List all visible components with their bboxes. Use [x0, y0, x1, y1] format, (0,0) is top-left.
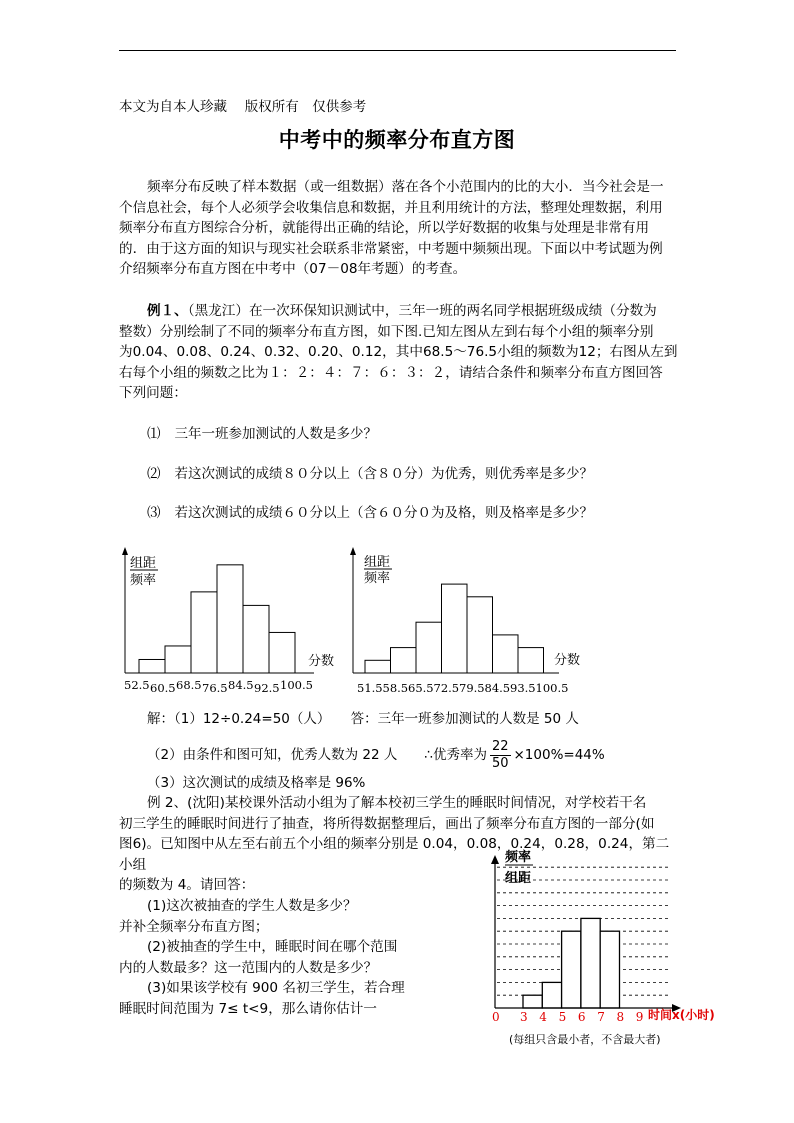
x-tick-label: 4 — [539, 1010, 547, 1024]
example1-paragraph — [119, 301, 679, 404]
x-tick-label: 79.5 — [459, 681, 485, 695]
intro-line: 个信息社会，每个人必须学会收集信息和数据，并且利用统计的方法，整理处理数据，利用 — [119, 199, 663, 216]
x-tick-label: 5 — [558, 1010, 567, 1024]
example2-line: 图6)。已知图中从左至右前五个小组的频率分别是 0.04，0.08，0.24，0.28，0.24，第二 — [119, 836, 670, 853]
x-tick-label: 65.5 — [408, 681, 434, 695]
example1-line: 为0.04、0.08、0.24、0.32、0.20、0.12，其中68.5～76.5小组的频数为12；右图从左到 — [119, 344, 678, 361]
histogram-bar — [581, 918, 600, 1008]
fraction-denominator: 50 — [491, 755, 509, 771]
y-axis-arrow — [350, 547, 356, 555]
example2-line: 的频数为 4。请回答： — [119, 877, 255, 894]
y-axis-label-top: 组距 — [130, 556, 157, 571]
example2-line: 并补全频率分布直方图； — [119, 918, 269, 935]
question-text: 若这次测试的成绩８０分以上（含８０分）为优秀，则优秀率是多少？ — [174, 466, 593, 482]
x-tick-label: 60.5 — [150, 681, 176, 695]
solution-2 — [147, 737, 605, 773]
example2-line: (2)被抽查的学生中，睡眠时间在哪个范围 — [147, 939, 398, 956]
example1-label: 例１、 — [147, 303, 188, 319]
y-axis-arrow — [122, 547, 128, 555]
x-axis-label: 分数 — [554, 653, 581, 668]
histogram-bar — [523, 995, 542, 1008]
x-tick-label: 68.5 — [176, 678, 202, 692]
solution-2-result: ×100%=44% — [513, 747, 605, 763]
solution-3: （3）这次测试的成绩及格率是 96% — [147, 775, 366, 791]
question-3 — [147, 503, 593, 523]
histogram-bar — [562, 931, 581, 1008]
x-tick-label: 100.5 — [280, 678, 313, 692]
example1-line: 下列问题： — [119, 385, 187, 402]
histogram-bar — [416, 622, 442, 673]
left-histogram — [110, 545, 335, 695]
intro-line: 频率分布反映了样本数据（或一组数据）落在各个小范围内的比的大小．当今社会是一 — [147, 179, 664, 195]
histogram-bar — [391, 648, 417, 673]
histogram-bar — [493, 635, 519, 673]
fraction-numerator: 22 — [491, 738, 509, 754]
histogram-bar — [191, 592, 217, 673]
histogram-bar — [442, 584, 468, 673]
histogram-bar — [600, 931, 619, 1008]
example1-line: （黑龙江）在一次环保知识测试中，三年一班的两名同学根据班级成绩（分数为 — [187, 303, 657, 319]
question-text: 三年一班参加测试的人数是多少？ — [174, 426, 377, 442]
page-title: 中考中的频率分布直方图 — [278, 128, 516, 152]
example2-line: 初三学生的睡眠时间进行了抽查，将所得数据整理后，画出了频率分布直方图的一部分(如 — [119, 815, 655, 832]
x-axis-label: 时间x(小时) — [648, 1008, 715, 1022]
y-axis-label-top: 组距 — [364, 555, 391, 570]
histogram-bar — [542, 982, 561, 1008]
question-number: ⑵ — [147, 466, 161, 482]
example2-line: 小组 — [119, 856, 147, 873]
x-tick-label: 76.5 — [202, 681, 228, 695]
y-axis-arrow — [491, 855, 499, 864]
solution-2-text: （2）由条件和图可知，优秀人数为 22 人 ∴优秀率为 — [147, 747, 487, 763]
histogram-bar — [243, 605, 269, 673]
example2-line: (3)如果该学校有 900 名初三学生，若合理 — [147, 980, 405, 997]
x-tick-label: 9 — [635, 1010, 644, 1024]
x-tick-label: 8 — [616, 1010, 625, 1024]
intro-line: 频率分布直方图综合分析，就能得出正确的结论，所以学好数据的收集与处理是非常有用 — [119, 220, 650, 237]
example2-line: 例 2、(沈阳)某校课外活动小组为了解本校初三学生的睡眠时间情况，对学校若干名 — [147, 795, 647, 811]
intro-line: 的．由于这方面的知识与现实社会联系非常紧密，中考题中频频出现。下面以中考试题为例 — [119, 240, 663, 257]
question-number: ⑶ — [147, 505, 161, 521]
x-tick-label: 7 — [597, 1010, 605, 1024]
y-axis-label-bottom: 组距 — [505, 871, 532, 886]
y-axis-label-bottom: 频率 — [364, 571, 391, 586]
sleep-histogram — [485, 845, 725, 1050]
y-axis-label-bottom: 频率 — [130, 573, 157, 588]
example2-line: 睡眠时间范围为 7≤ t<9，那么请你估计一 — [119, 1000, 377, 1017]
x-tick-label: 84.5 — [228, 678, 254, 692]
intro-line: 介绍频率分布直方图在中考中（07－08年考题）的考查。 — [119, 261, 467, 278]
header-rule — [119, 50, 676, 51]
example2-line: (1)这次被抽查的学生人数是多少？ — [147, 897, 357, 914]
histogram-bar — [365, 660, 391, 673]
x-tick-label: 58.5 — [382, 681, 409, 695]
histogram-bar — [165, 646, 191, 673]
intro-paragraph — [119, 177, 679, 280]
example1-line: 右每个小组的频数之比为１：２：４：７：６：３：２，请结合条件和频率分布直方图回答 — [119, 364, 663, 381]
histogram-bar — [139, 659, 165, 673]
x-tick-label: 93.5 — [510, 681, 536, 695]
histogram-bar — [467, 597, 493, 673]
question-1 — [147, 424, 377, 444]
x-tick-label: 72.5 — [433, 681, 460, 695]
example1-line: 整数）分别绘制了不同的频率分布直方图，如下图.已知左图从左到右每个小组的频率分别 — [119, 323, 654, 340]
x-tick-label: 0 — [492, 1010, 500, 1024]
example2-line: 内的人数最多？这一范围内的人数是多少？ — [119, 959, 378, 976]
y-axis-label-top: 频率 — [505, 850, 532, 865]
x-tick-label: 100.5 — [535, 681, 569, 695]
question-2 — [147, 464, 593, 484]
chart-note: (每组只含最小者，不含最大者) — [509, 1033, 661, 1046]
histogram-bar — [269, 632, 295, 673]
x-tick-label: 52.5 — [124, 678, 150, 692]
x-tick-label: 3 — [520, 1010, 528, 1024]
fraction — [490, 739, 511, 772]
x-tick-label: 6 — [577, 1010, 586, 1024]
histogram-bar — [518, 648, 544, 673]
question-text: 若这次测试的成绩６０分以上（含６０分０为及格，则及格率是多少？ — [174, 505, 593, 521]
right-histogram — [345, 545, 590, 700]
question-number: ⑴ — [147, 426, 161, 442]
x-axis-label: 分数 — [308, 654, 335, 669]
x-tick-label: 84.5 — [484, 681, 511, 695]
solution-1: 解：（1）12÷0.24=50（人） 答：三年一班参加测试的人数是 50 人 — [147, 711, 579, 727]
histogram-bar — [217, 565, 243, 673]
header-note: 本文为自本人珍藏 版权所有 仅供参考 — [119, 99, 367, 115]
x-tick-label: 92.5 — [254, 681, 280, 695]
x-tick-label: 51.5 — [357, 681, 383, 695]
